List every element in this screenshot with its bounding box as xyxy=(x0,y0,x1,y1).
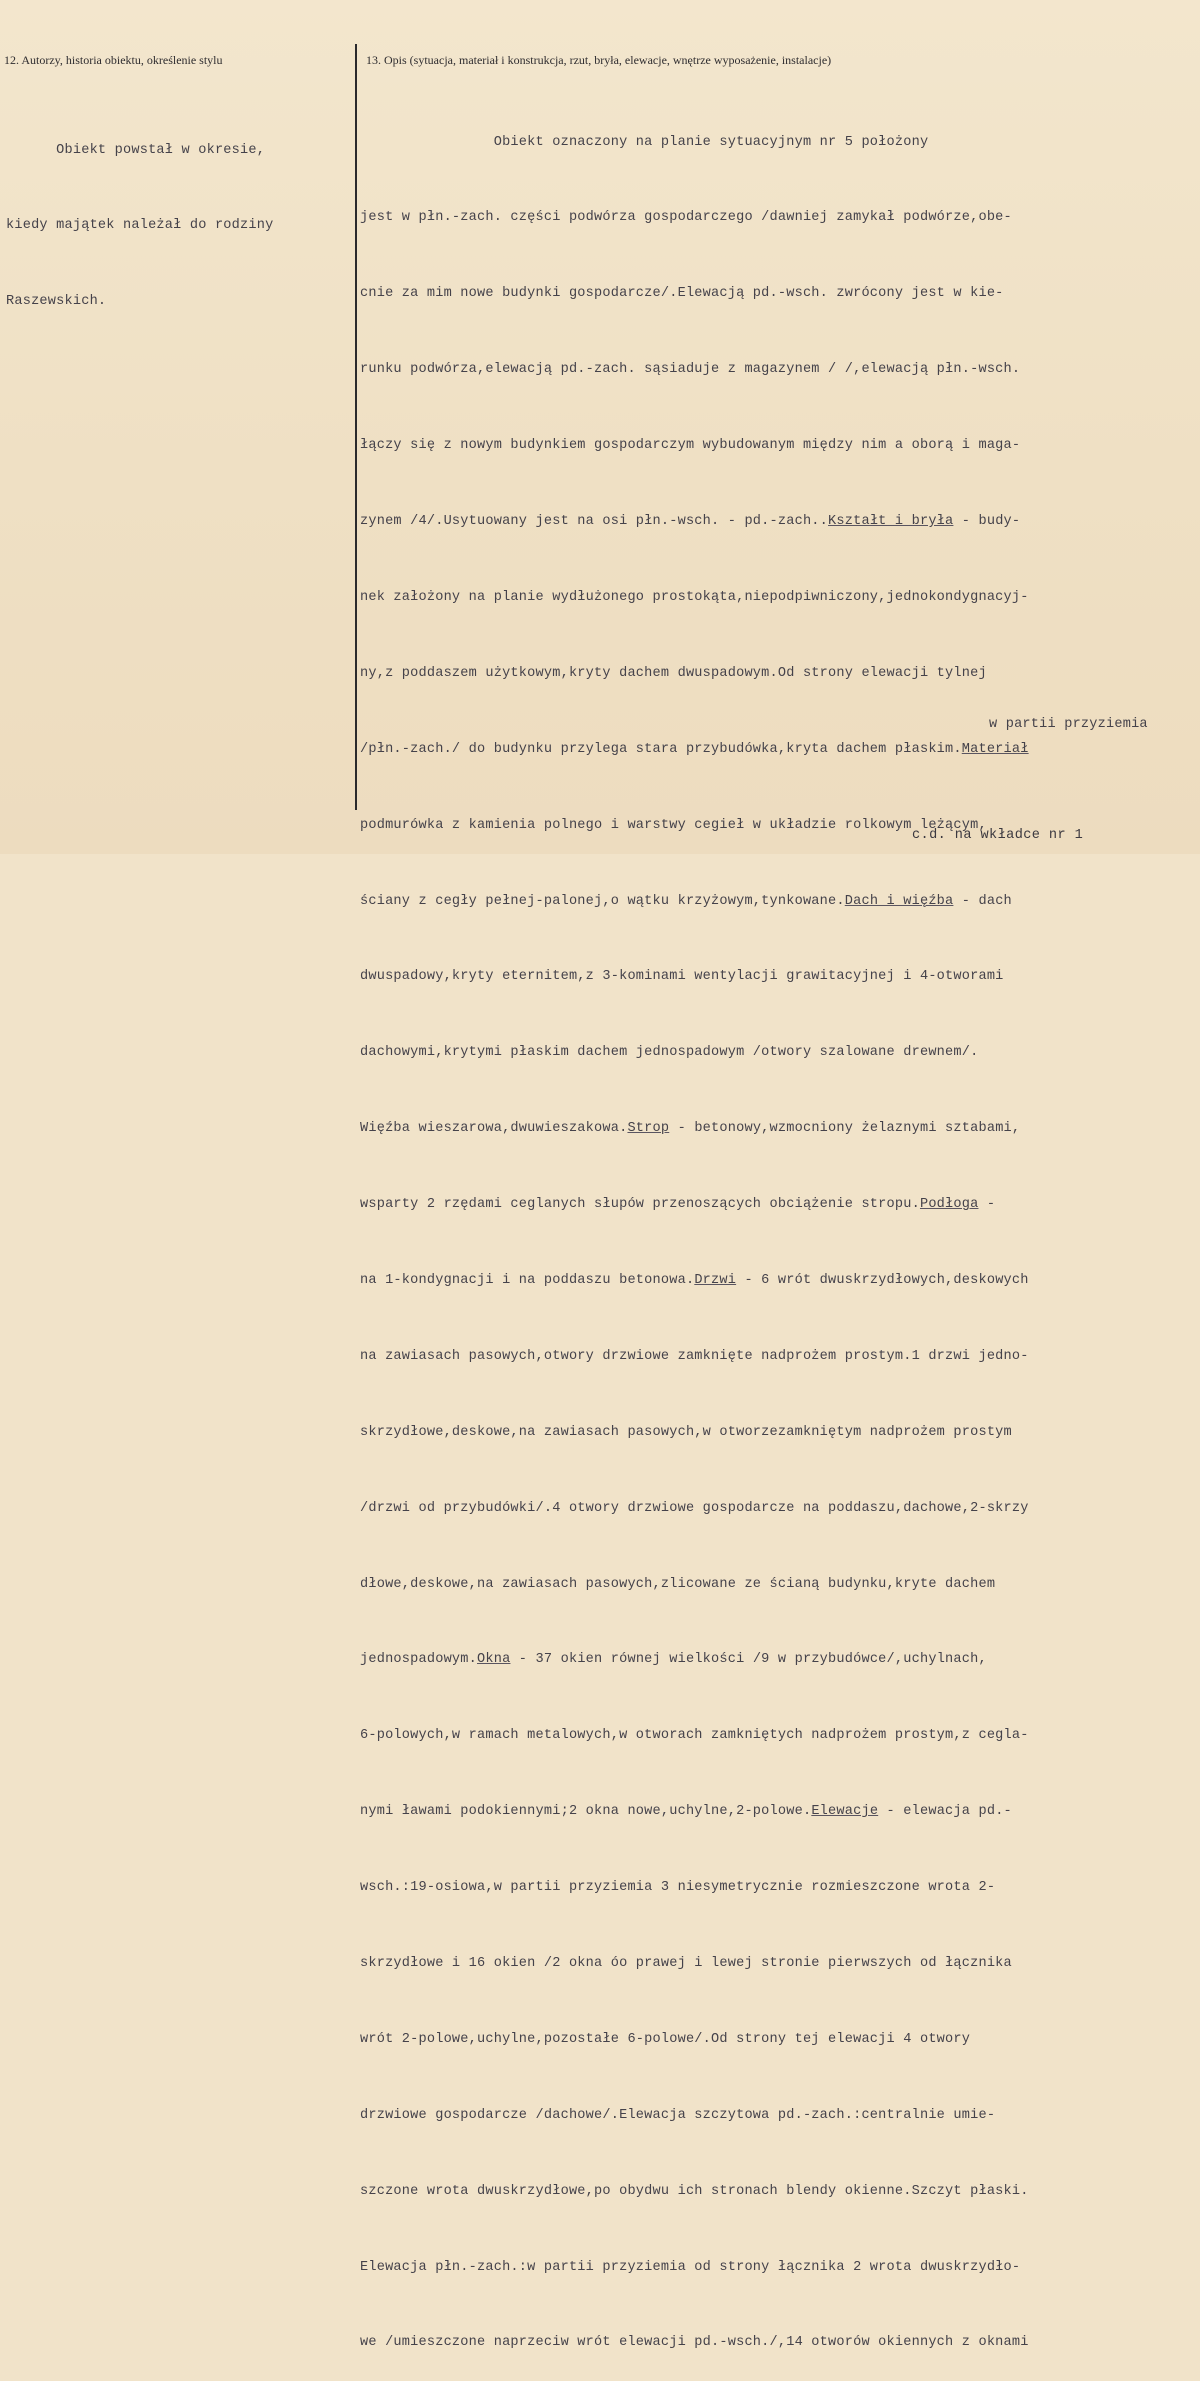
description-line: runku podwórza,elewacją pd.-zach. sąsiaduje z magazynem / /,elewacją płn.-wsch. xyxy=(360,362,1021,378)
keyword-underline: Dach i więźba xyxy=(844,893,954,909)
description-line: podmurówka z kamienia polnego i warstwy cegieł w układzie rolkowym leżącym, xyxy=(360,817,987,833)
description-line: skrzydłowe,deskowe,na zawiasach pasowych,w otworzezamkniętym nadprożem prostym xyxy=(360,1424,1012,1440)
description-line: ny,z poddaszem użytkowym,kryty dachem dwuspadowym.Od strony elewacji tylnej xyxy=(360,665,987,681)
description-line: skrzydłowe i 16 okien /2 okna óo prawej i lewej stronie pierwszych od łącznika xyxy=(360,1955,1012,1971)
description-line: Obiekt oznaczony na planie sytuacyjnym nr 5 położony xyxy=(360,134,929,150)
column-divider xyxy=(355,44,357,810)
keyword-underline: Kształt i bryła xyxy=(828,514,954,530)
description-line: ściany z cegły pełnej-palonej,o wątku krzyżowym,tynkowane.Dach i więźba - dach xyxy=(360,893,1012,909)
history-line: kiedy majątek należał do rodziny xyxy=(6,218,274,234)
description-line: cnie za mim nowe budynki gospodarcze/.Elewacją pd.-wsch. zwrócony jest w kie- xyxy=(360,286,1004,302)
keyword-underline: Drzwi xyxy=(694,1272,737,1288)
history-text xyxy=(6,87,273,340)
description-line: wsparty 2 rzędami ceglanych słupów przenoszących obciążenie stropu.Podłoga - xyxy=(360,1197,996,1213)
keyword-underline: Okna xyxy=(477,1652,511,1668)
keyword-underline: Materiał xyxy=(961,741,1029,757)
description-line: szczone wrota dwuskrzydłowe,po obydwu ich stronach blendy okienne.Szczyt płaski. xyxy=(360,2183,1029,2199)
description-line: dachowymi,krytymi płaskim dachem jednospadowym /otwory szalowane drewnem/. xyxy=(360,1045,979,1061)
description-line: dwuspadowy,kryty eternitem,z 3-kominami wentylacji grawitacyjnej i 4-otworami xyxy=(360,969,1004,985)
description-line: na zawiasach pasowych,otwory drzwiowe zamknięte nadprożem prostym.1 drzwi jedno- xyxy=(360,1348,1029,1364)
description-line: nymi ławami podokiennymi;2 okna nowe,uchylne,2-polowe.Elewacje - elewacja pd.- xyxy=(360,1804,1012,1820)
history-line: Raszewskich. xyxy=(6,294,107,310)
description-line: /płn.-zach./ do budynku przylega stara przybudówka,kryta dachem płaskim.Materiał xyxy=(360,741,1029,757)
description-line: 6-polowych,w ramach metalowych,w otworach zamkniętych nadprożem prostym,z cegla- xyxy=(360,1728,1029,1744)
description-line: wrót 2-polowe,uchylne,pozostałe 6-polowe/.Od strony tej elewacji 4 otwory xyxy=(360,2031,971,2047)
description-line: /drzwi od przybudówki/.4 otwory drzwiowe gospodarcze na poddaszu,dachowe,2-skrzy xyxy=(360,1500,1029,1516)
description-line: nek założony na planie wydłużonego prostokąta,niepodpiwniczony,jednokondygnacyj- xyxy=(360,589,1029,605)
section-13-heading: 13. Opis (sytuacja, materiał i konstrukcja, rzut, bryła, elewacje, wnętrze wyposażenie, instalacje) xyxy=(366,53,832,67)
description-line: drzwiowe gospodarcze /dachowe/.Elewacja szczytowa pd.-zach.:centralnie umie- xyxy=(360,2107,996,2123)
description-line: wsch.:19-osiowa,w partii przyziemia 3 niesymetrycznie rozmieszczone wrota 2- xyxy=(360,1880,996,1896)
description-text xyxy=(360,79,1029,2381)
description-line: Więźba wieszarowa,dwuwieszakowa.Strop - betonowy,wzmocniony żelaznymi sztabami, xyxy=(360,1121,1021,1137)
description-line: Elewacja płn.-zach.:w partii przyziemia od strony łącznika 2 wrota dwuskrzydło- xyxy=(360,2259,1021,2275)
keyword-underline: Podłoga xyxy=(919,1197,979,1213)
description-line: łączy się z nowym budynkiem gospodarczym wybudowanym między nim a oborą i maga- xyxy=(360,438,1021,454)
description-line: jednospadowym.Okna - 37 okien równej wielkości /9 w przybudówce/,uchylnach, xyxy=(360,1652,987,1668)
description-line: zynem /4/.Usytuowany jest na osi płn.-wsch. - pd.-zach..Kształt i bryła - budy- xyxy=(360,514,1021,530)
keyword-underline: Strop xyxy=(627,1121,670,1137)
section-12-heading: 12. Autorzy, historia obiektu, określenie stylu xyxy=(4,53,223,67)
keyword-underline: Elewacje xyxy=(811,1804,879,1820)
continuation-note: c.d. na wkładce nr 1 xyxy=(912,828,1084,843)
history-line: Obiekt powstał w okresie, xyxy=(6,142,266,158)
description-line: jest w płn.-zach. części podwórza gospodarczego /dawniej zamykał podwórze,obe- xyxy=(360,210,1012,226)
description-line: na 1-kondygnacji i na poddaszu betonowa.Drzwi - 6 wrót dwuskrzydłowych,deskowych xyxy=(360,1272,1029,1288)
description-line: we /umieszczone naprzeciw wrót elewacji pd.-wsch./,14 otworów okiennych z oknami xyxy=(360,2335,1029,2351)
description-line: dłowe,deskowe,na zawiasach pasowych,zlicowane ze ścianą budynku,kryte dachem xyxy=(360,1576,996,1592)
overtyped-note: w partii przyziemia xyxy=(989,717,1148,732)
